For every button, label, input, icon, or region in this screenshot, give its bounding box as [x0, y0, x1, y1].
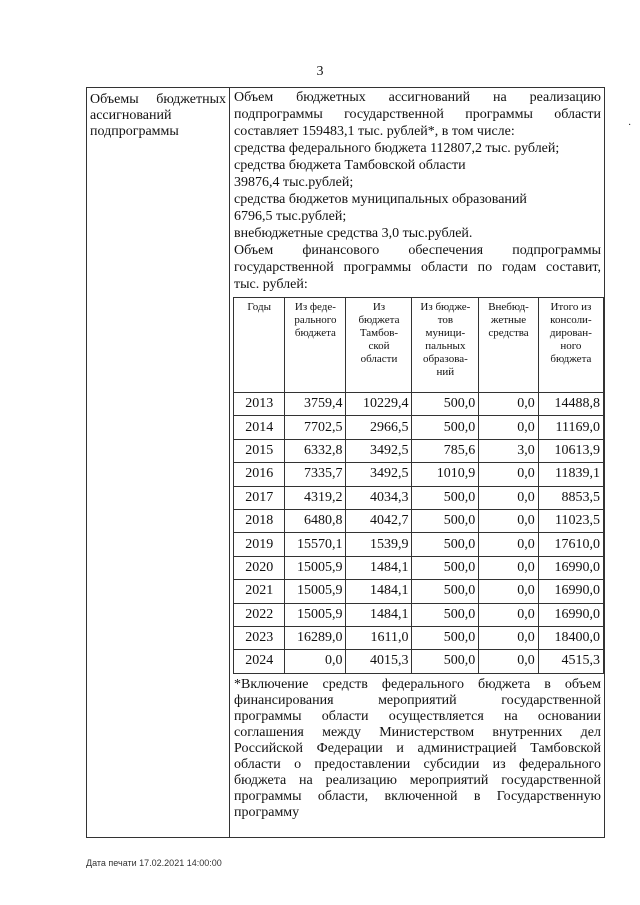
summary-line: внебюджетные средства 3,0 тыс.рублей. — [234, 226, 473, 241]
summary-line: Объем финансового обеспечения подпрограммы — [234, 243, 601, 258]
column-header-line: муници- — [425, 327, 466, 339]
column-header-line: дирован- — [549, 327, 592, 339]
year-cell: 2019 — [234, 533, 285, 556]
amount-cell: 16990,0 — [538, 603, 603, 626]
year-cell: 2016 — [234, 463, 285, 486]
amount-cell: 16289,0 — [285, 626, 346, 649]
summary-line: подпрограммы государственной программы области — [234, 107, 601, 122]
footnote-line: Российской Федерации и администрацией Тамбовской — [234, 741, 601, 756]
table-row — [234, 486, 604, 509]
column-header — [412, 298, 479, 393]
amount-cell: 500,0 — [412, 603, 479, 626]
budget-summary-text — [234, 89, 601, 293]
amount-cell: 11023,5 — [538, 509, 603, 532]
summary-line: 6796,5 тыс.рублей; — [234, 209, 347, 224]
print-date: Дата печати 17.02.2021 14:00:00 — [86, 858, 222, 868]
footnote-line: соглашения между Министерством внутренних дел — [234, 725, 601, 740]
financing-by-year-table — [233, 297, 604, 674]
column-header-line: Итого из — [550, 301, 592, 313]
amount-cell: 500,0 — [412, 393, 479, 416]
column-header-line: Из бюдже- — [420, 301, 471, 313]
column-header-line: жетные — [490, 314, 527, 326]
year-cell: 2024 — [234, 650, 285, 673]
amount-cell: 500,0 — [412, 556, 479, 579]
amount-cell: 500,0 — [412, 533, 479, 556]
column-header — [346, 298, 412, 393]
table-row — [234, 463, 604, 486]
summary-line: средства бюджетов муниципальных образований — [234, 192, 527, 207]
footnote-line: финансирования мероприятий государственной — [234, 693, 601, 708]
summary-line: средства федерального бюджета 112807,2 тыс. рублей; — [234, 141, 560, 156]
table-row — [234, 393, 604, 416]
amount-cell: 11169,0 — [538, 416, 603, 439]
year-cell: 2023 — [234, 626, 285, 649]
year-cell: 2013 — [234, 393, 285, 416]
year-cell: 2021 — [234, 580, 285, 603]
footnote-line: *Включение средств федерального бюджета в объем — [234, 677, 601, 692]
federal-funding-footnote — [234, 677, 601, 821]
summary-line: средства бюджета Тамбовской области — [234, 158, 466, 173]
amount-cell: 16990,0 — [538, 580, 603, 603]
column-header — [479, 298, 538, 393]
amount-cell: 1484,1 — [346, 603, 412, 626]
table-row — [234, 439, 604, 462]
column-header-line: образова- — [422, 353, 468, 365]
amount-cell: 10613,9 — [538, 439, 603, 462]
amount-cell: 0,0 — [479, 533, 538, 556]
column-header-line: пальных — [425, 340, 466, 352]
amount-cell: 1484,1 — [346, 580, 412, 603]
summary-line: 39876,4 тыс.рублей; — [234, 175, 354, 190]
amount-cell: 4042,7 — [346, 509, 412, 532]
table-row — [234, 556, 604, 579]
column-header-line: бюджета — [550, 353, 592, 365]
column-header-line: Из — [372, 301, 386, 313]
amount-cell: 0,0 — [479, 580, 538, 603]
table-row — [234, 580, 604, 603]
year-cell: 2017 — [234, 486, 285, 509]
amount-cell: 500,0 — [412, 626, 479, 649]
footnote-line: программу — [234, 805, 300, 820]
table-row — [234, 626, 604, 649]
table-row — [234, 650, 604, 673]
year-cell: 2022 — [234, 603, 285, 626]
amount-cell: 500,0 — [412, 650, 479, 673]
table-row — [234, 416, 604, 439]
margin-mark: · — [628, 120, 632, 131]
amount-cell: 15005,9 — [285, 556, 346, 579]
column-header-line: ного — [560, 340, 582, 352]
page-number: 3 — [316, 64, 324, 79]
amount-cell: 500,0 — [412, 486, 479, 509]
amount-cell: 0,0 — [479, 416, 538, 439]
amount-cell: 4319,2 — [285, 486, 346, 509]
amount-cell: 0,0 — [479, 556, 538, 579]
amount-cell: 0,0 — [479, 650, 538, 673]
amount-cell: 16990,0 — [538, 556, 603, 579]
amount-cell: 2966,5 — [346, 416, 412, 439]
column-header — [538, 298, 603, 393]
amount-cell: 17610,0 — [538, 533, 603, 556]
year-cell: 2014 — [234, 416, 285, 439]
amount-cell: 4015,3 — [346, 650, 412, 673]
table-row — [234, 509, 604, 532]
column-header-line: рального — [294, 314, 337, 326]
amount-cell: 6480,8 — [285, 509, 346, 532]
footnote-line: программы области осуществляется на основании — [234, 709, 601, 724]
table-row — [234, 533, 604, 556]
amount-cell: 1484,1 — [346, 556, 412, 579]
table-row — [234, 603, 604, 626]
column-header-line: Внебюд- — [488, 301, 529, 313]
amount-cell: 1611,0 — [346, 626, 412, 649]
year-cell: 2020 — [234, 556, 285, 579]
column-divider — [229, 87, 230, 838]
amount-cell: 7702,5 — [285, 416, 346, 439]
amount-cell: 3492,5 — [346, 439, 412, 462]
column-header-line: области — [360, 353, 398, 365]
table-header-row — [234, 298, 604, 393]
amount-cell: 8853,5 — [538, 486, 603, 509]
year-cell: 2015 — [234, 439, 285, 462]
amount-cell: 15005,9 — [285, 603, 346, 626]
amount-cell: 14488,8 — [538, 393, 603, 416]
column-header-line: Годы — [247, 301, 271, 313]
amount-cell: 7335,7 — [285, 463, 346, 486]
amount-cell: 15005,9 — [285, 580, 346, 603]
footnote-line: области о предоставлении субсидии из федерального — [234, 757, 601, 772]
amount-cell: 15570,1 — [285, 533, 346, 556]
column-header-line: Из феде- — [294, 301, 336, 313]
summary-line: государственной программы области по годам составит, — [234, 260, 601, 275]
amount-cell: 0,0 — [285, 650, 346, 673]
amount-cell: 3759,4 — [285, 393, 346, 416]
amount-cell: 0,0 — [479, 486, 538, 509]
footnote-line: программы области, включенной в Государственную — [234, 789, 601, 804]
column-header — [285, 298, 346, 393]
summary-line: составляет 159483,1 тыс. рублей*, в том числе: — [234, 124, 515, 139]
amount-cell: 6332,8 — [285, 439, 346, 462]
amount-cell: 500,0 — [412, 416, 479, 439]
amount-cell: 18400,0 — [538, 626, 603, 649]
amount-cell: 0,0 — [479, 603, 538, 626]
amount-cell: 3492,5 — [346, 463, 412, 486]
amount-cell: 0,0 — [479, 463, 538, 486]
amount-cell: 0,0 — [479, 509, 538, 532]
amount-cell: 4515,3 — [538, 650, 603, 673]
summary-line: Объем бюджетных ассигнований на реализацию — [234, 90, 601, 105]
column-header — [234, 298, 285, 393]
year-cell: 2018 — [234, 509, 285, 532]
amount-cell: 1010,9 — [412, 463, 479, 486]
column-header-line: бюджета — [294, 327, 336, 339]
amount-cell: 500,0 — [412, 509, 479, 532]
column-header-line: Тамбов- — [359, 327, 399, 339]
amount-cell: 500,0 — [412, 580, 479, 603]
column-header-line: ской — [368, 340, 390, 352]
amount-cell: 3,0 — [479, 439, 538, 462]
column-header-line: бюджета — [358, 314, 400, 326]
amount-cell: 0,0 — [479, 626, 538, 649]
amount-cell: 785,6 — [412, 439, 479, 462]
summary-line: тыс. рублей: — [234, 277, 308, 292]
column-header-line: консоли- — [550, 314, 592, 326]
amount-cell: 4034,3 — [346, 486, 412, 509]
section-label: Объемы бюджетных ассигнований подпрограммы — [90, 92, 226, 139]
amount-cell: 1539,9 — [346, 533, 412, 556]
amount-cell: 10229,4 — [346, 393, 412, 416]
footnote-line: бюджета на реализацию мероприятий государственной — [234, 773, 601, 788]
column-header-line: тов — [437, 314, 454, 326]
amount-cell: 11839,1 — [538, 463, 603, 486]
column-header-line: средства — [488, 327, 529, 339]
column-header-line: ний — [436, 366, 455, 378]
amount-cell: 0,0 — [479, 393, 538, 416]
